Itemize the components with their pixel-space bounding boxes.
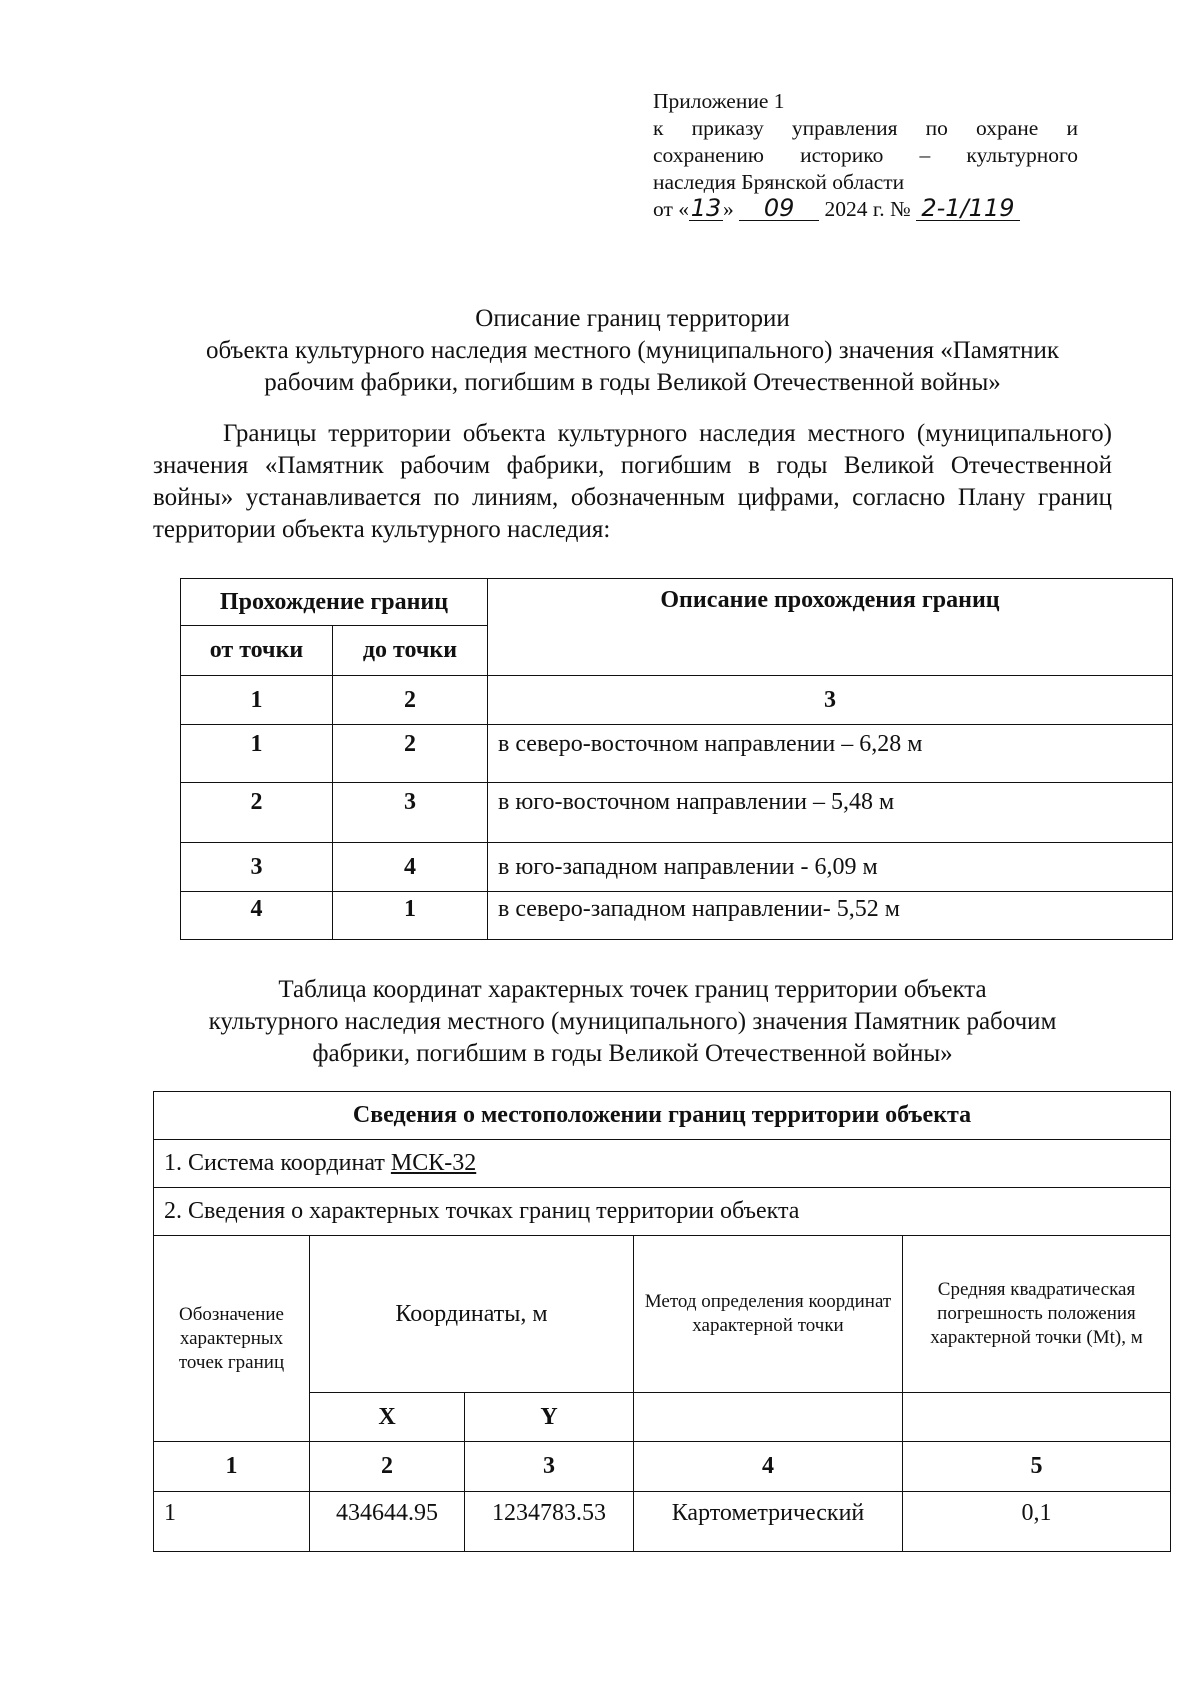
order-date-line [653,196,1078,223]
to-point-cell: 3 [333,783,488,843]
column-number: 1 [181,676,333,725]
description-cell: в юго-восточном направлении – 5,48 м [488,783,1173,843]
header-coordinates: Координаты, м [310,1236,634,1393]
date-mid: » [723,197,734,221]
handwritten-day: 13 [690,194,722,222]
header-x: X [310,1393,465,1442]
description-cell: в северо-западном направлении- 5,52 м [488,892,1173,940]
empty-cell [634,1393,903,1442]
coords-title-line-3: фабрики, погибшим в годы Великой Отечественной войны» [312,1040,953,1067]
column-number: 2 [310,1442,465,1492]
coordinate-system-row [154,1140,1171,1188]
to-point-cell: 1 [333,892,488,940]
from-point-cell: 1 [181,725,333,783]
header-error: Средняя квадратическая погрешность положения характерной точки (Mt), м [903,1236,1171,1393]
column-number: 3 [488,676,1173,725]
coordinate-system-label: 1. Система координат [164,1150,391,1176]
point-cell: 1 [154,1492,310,1552]
from-point-cell: 3 [181,843,333,892]
boundary-table [180,578,1173,940]
error-cell: 0,1 [903,1492,1171,1552]
appendix-line-4: наследия Брянской области [653,170,905,194]
handwritten-order-number: 2-1/119 [916,196,1020,221]
empty-cell [903,1393,1171,1442]
title-line-2: объекта культурного наследия местного (муниципального) значения «Памятник [205,337,1060,364]
table-row [154,1492,1171,1552]
appendix-line-2: к приказу управления по охране и [653,116,1078,140]
intro-paragraph: Границы территории объекта культурного наследия местного (муниципального) значения «Памятник рабочим фабрики, погибшим в годы Великой Отечественной войны» устанавливается по линиям, обозначенным цифрами, согласно Плану границ территории объекта культурного наследия: [153,420,1112,543]
column-number: 1 [154,1442,310,1492]
title-line-1: Описание границ территории [475,305,790,332]
appendix-line-1: Приложение 1 [653,89,785,113]
column-number: 2 [333,676,488,725]
date-prefix: от « [653,197,689,221]
handwritten-month: 09 [739,196,819,221]
header-boundary-passage: Прохождение границ [181,579,488,626]
x-cell: 434644.95 [310,1492,465,1552]
appendix-header [653,88,1078,223]
coordinate-system-name: МСК-32 [390,1150,477,1176]
appendix-line-3: сохранению историко – культурного [653,143,1078,167]
description-cell: в северо-восточном направлении – 6,28 м [488,725,1173,783]
coordinates-table-title [150,974,1115,1070]
from-point-cell: 4 [181,892,333,940]
coords-title-line-1: Таблица координат характерных точек границ территории объекта [278,976,987,1003]
header-method: Метод определения координат характерной точки [634,1236,903,1393]
column-number: 3 [465,1442,634,1492]
points-heading-row: 2. Сведения о характерных точках границ территории объекта [154,1188,1171,1236]
y-cell: 1234783.53 [465,1492,634,1552]
column-number: 4 [634,1442,903,1492]
date-year: 2024 г. № [824,197,911,221]
header-y: Y [465,1393,634,1442]
header-from-point: от точки [181,626,333,676]
to-point-cell: 2 [333,725,488,783]
method-cell: Картометрический [634,1492,903,1552]
table-row [181,843,1173,892]
to-point-cell: 4 [333,843,488,892]
header-to-point: до точки [333,626,488,676]
document-title [150,303,1115,399]
table-row [181,725,1173,783]
table-row [181,892,1173,940]
coords-title-line-2: культурного наследия местного (муниципального) значения Памятник рабочим [208,1008,1057,1035]
description-cell: в юго-западном направлении - 6,09 м [488,843,1173,892]
table-row [181,783,1173,843]
from-point-cell: 2 [181,783,333,843]
title-line-3: рабочим фабрики, погибшим в годы Великой Отечественной войны» [264,369,1001,396]
coords-table-heading: Сведения о местоположении границ территории объекта [154,1092,1171,1140]
coordinates-table [153,1091,1171,1552]
header-boundary-description: Описание прохождения границ [488,579,1173,676]
header-point-designation: Обозначение характерных точек границ [154,1236,310,1442]
column-number: 5 [903,1442,1171,1492]
